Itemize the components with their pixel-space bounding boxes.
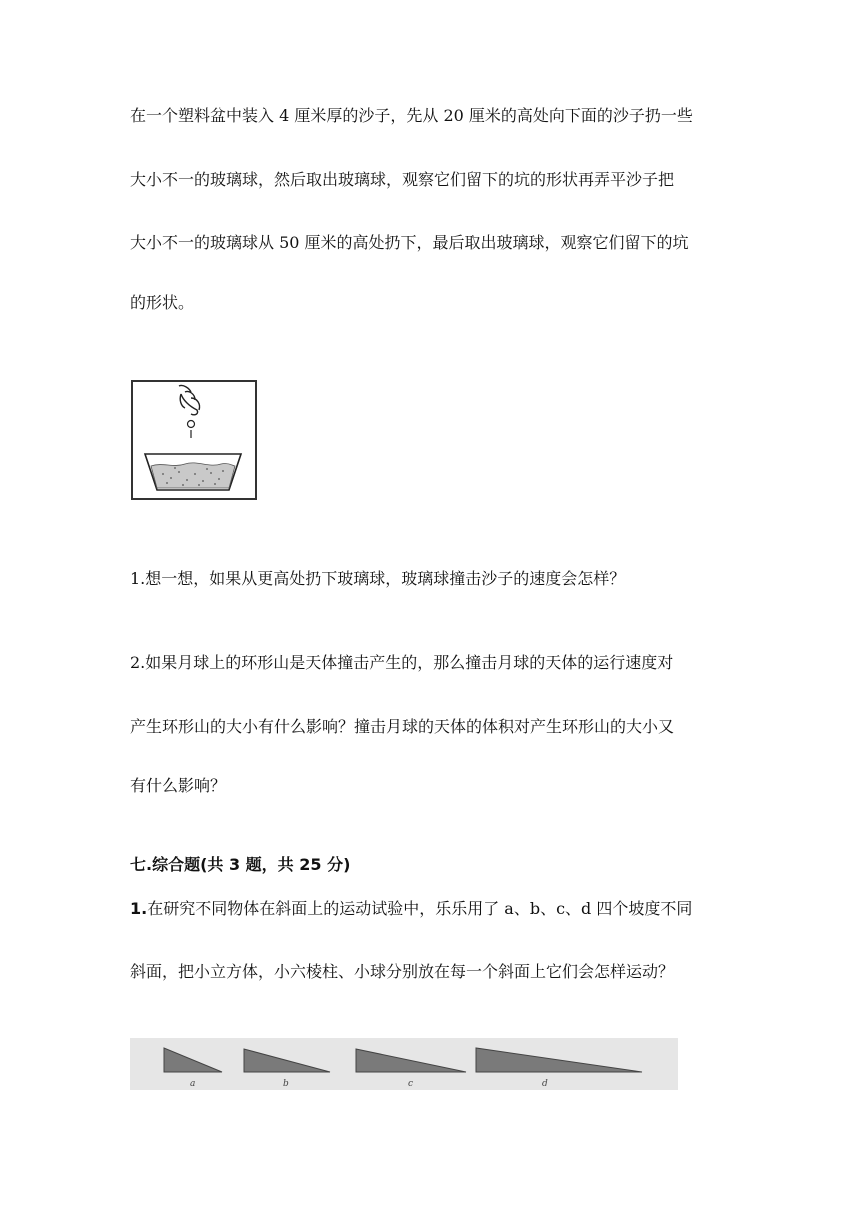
- glass-ball: [188, 421, 195, 428]
- ramp-label-a: a: [190, 1079, 196, 1089]
- ramp-label-c: c: [408, 1079, 414, 1089]
- passage-line-3: 大小不一的玻璃球从 50 厘米的高处扔下，最后取出玻璃球，观察它们留下的坑: [130, 233, 689, 252]
- section-7-question-1-line-2: 斜面，把小立方体，小六棱柱、小球分别放在每一个斜面上它们会怎样运动？: [130, 962, 675, 981]
- question-text: 在研究不同物体在斜面上的运动试验中，乐乐用了 a、b、c、d 四个坡度不同: [147, 899, 693, 918]
- question-2-line-3: 有什么影响？: [130, 776, 227, 795]
- passage-line-1: 在一个塑料盆中装入 4 厘米厚的沙子，先从 20 厘米的高处向下面的沙子扔一些: [130, 106, 693, 125]
- question-2-line-1: 2.如果月球上的环形山是天体撞击产生的，那么撞击月球的天体的运行速度对: [130, 653, 674, 672]
- passage-line-2: 大小不一的玻璃球，然后取出玻璃球，观察它们留下的坑的形状再弄平沙子把: [130, 170, 675, 189]
- ramp-b: [244, 1049, 330, 1072]
- passage-line-4: 的形状。: [130, 293, 195, 312]
- ramp-label-b: b: [283, 1079, 289, 1089]
- ramp-label-d: d: [542, 1079, 548, 1089]
- hand-icon: [179, 385, 200, 414]
- question-number: 1.: [130, 899, 148, 918]
- ramps-illustration: [130, 1038, 678, 1090]
- ramp-a: [164, 1048, 222, 1072]
- glass-ball-drop-illustration: [131, 380, 257, 500]
- ramp-c: [356, 1049, 466, 1072]
- sand: [151, 463, 235, 488]
- section-7-question-1-line-1: [130, 899, 692, 919]
- ramp-d: [476, 1048, 642, 1072]
- question-1: 1.想一想，如果从更高处扔下玻璃球，玻璃球撞击沙子的速度会怎样？: [130, 569, 626, 588]
- question-2-line-2: 产生环形山的大小有什么影响？撞击月球的天体的体积对产生环形山的大小又: [130, 717, 675, 736]
- section-7-heading: 七.综合题(共 3 题，共 25 分): [130, 855, 351, 874]
